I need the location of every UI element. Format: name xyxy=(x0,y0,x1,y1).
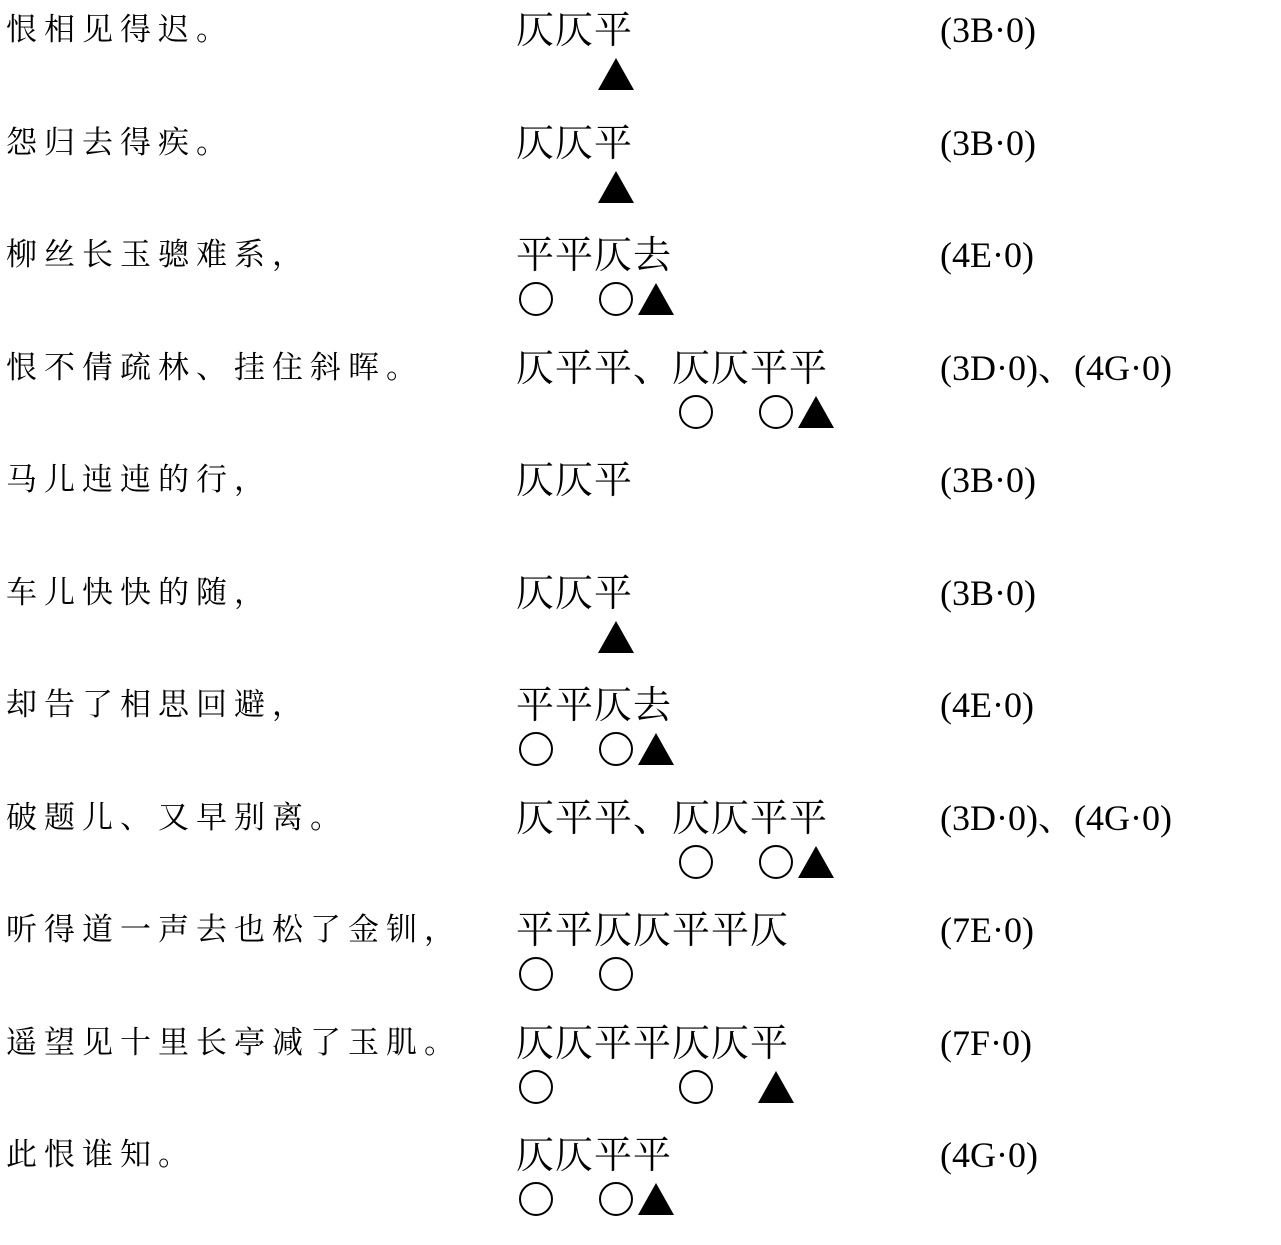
circle-icon xyxy=(516,954,556,994)
triangle-shape xyxy=(598,58,634,90)
verse-text: 恨不倩疏林、挂住斜晖。 xyxy=(6,349,424,386)
circle-shape xyxy=(519,957,553,991)
verse-row xyxy=(0,346,1281,458)
circle-icon xyxy=(676,1067,716,1107)
triangle-shape xyxy=(638,1183,674,1215)
circle-icon xyxy=(756,392,796,432)
verse-row xyxy=(0,458,1281,570)
circle-shape xyxy=(759,845,793,879)
tone-pattern: 仄平平、仄仄平平 xyxy=(516,795,829,840)
tone-pattern: 仄仄平 xyxy=(516,8,634,52)
verse-text: 遥望见十里长亭减了玉肌。 xyxy=(6,1024,462,1061)
verse-row xyxy=(0,1133,1281,1245)
circle-shape xyxy=(599,282,633,316)
triangle-icon xyxy=(596,54,636,94)
circle-icon xyxy=(516,1179,556,1219)
circle-shape xyxy=(679,395,713,429)
verse-row xyxy=(0,121,1281,233)
circle-shape xyxy=(519,1070,553,1104)
verse-row xyxy=(0,683,1281,795)
triangle-shape xyxy=(598,171,634,203)
verse-row xyxy=(0,233,1281,345)
verse-text: 柳丝长玉骢难系， xyxy=(6,237,310,273)
triangle-icon xyxy=(796,392,836,432)
pattern-code: (7F·0) xyxy=(940,1022,1032,1063)
verse-row xyxy=(0,8,1281,120)
pattern-code: (3D·0)、(4G·0) xyxy=(940,797,1172,838)
triangle-icon xyxy=(596,167,636,207)
circle-shape xyxy=(599,1182,633,1216)
circle-shape xyxy=(599,732,633,766)
triangle-shape xyxy=(798,846,834,878)
tone-pattern: 仄仄平平 xyxy=(516,1133,673,1177)
circle-icon xyxy=(596,279,636,319)
circle-icon xyxy=(676,842,716,882)
circle-icon xyxy=(516,729,556,769)
verse-row xyxy=(0,571,1281,683)
triangle-shape xyxy=(758,1071,794,1103)
pattern-code: (4E·0) xyxy=(940,235,1034,275)
pattern-code: (4G·0) xyxy=(940,1135,1038,1175)
circle-icon xyxy=(676,392,716,432)
tone-pattern: 仄仄平 xyxy=(516,120,634,165)
circle-icon xyxy=(516,1067,556,1107)
tone-pattern: 平平仄仄平平仄 xyxy=(516,908,790,952)
circle-icon xyxy=(596,729,636,769)
pattern-code: (3D·0)、(4G·0) xyxy=(940,347,1172,388)
triangle-icon xyxy=(796,842,836,882)
circle-shape xyxy=(519,282,553,316)
pattern-code: (4E·0) xyxy=(940,685,1034,725)
verse-text: 却告了相思回避， xyxy=(6,687,310,723)
triangle-icon xyxy=(636,1179,676,1219)
circle-icon xyxy=(596,954,636,994)
verse-text: 恨相见得迟。 xyxy=(6,12,234,48)
circle-icon xyxy=(756,842,796,882)
verse-text: 听得道一声去也松了金钏， xyxy=(6,912,462,948)
verse-text: 破题儿、又早别离。 xyxy=(6,799,348,836)
pattern-code: (3B·0) xyxy=(940,460,1036,500)
circle-shape xyxy=(679,1070,713,1104)
tone-pattern: 仄仄平 xyxy=(516,570,634,615)
circle-shape xyxy=(599,957,633,991)
verse-row xyxy=(0,796,1281,908)
circle-shape xyxy=(519,732,553,766)
tone-pattern: 平平仄去 xyxy=(516,233,673,277)
triangle-icon xyxy=(596,617,636,657)
verse-text: 马儿迍迍的行， xyxy=(6,462,272,498)
tone-pattern: 仄仄平 xyxy=(516,458,634,502)
pattern-code: (3B·0) xyxy=(940,572,1036,613)
circle-shape xyxy=(759,395,793,429)
triangle-shape xyxy=(638,283,674,315)
tone-pattern: 平平仄去 xyxy=(516,683,673,727)
pattern-code: (3B·0) xyxy=(940,10,1036,50)
verse-text: 车儿快快的随， xyxy=(6,574,272,611)
circle-shape xyxy=(519,1182,553,1216)
triangle-icon xyxy=(636,729,676,769)
tone-pattern: 仄仄平平仄仄平 xyxy=(516,1020,790,1065)
verse-row xyxy=(0,1021,1281,1133)
circle-icon xyxy=(516,279,556,319)
verse-row xyxy=(0,908,1281,1020)
pattern-code: (7E·0) xyxy=(940,910,1034,950)
circle-shape xyxy=(679,845,713,879)
pattern-code: (3B·0) xyxy=(940,122,1036,163)
tone-pattern: 仄平平、仄仄平平 xyxy=(516,345,829,390)
verse-text: 此恨谁知。 xyxy=(6,1137,196,1173)
triangle-icon xyxy=(756,1067,796,1107)
triangle-shape xyxy=(638,733,674,765)
triangle-shape xyxy=(598,621,634,653)
triangle-icon xyxy=(636,279,676,319)
verse-text: 怨归去得疾。 xyxy=(6,124,234,161)
circle-icon xyxy=(596,1179,636,1219)
triangle-shape xyxy=(798,396,834,428)
